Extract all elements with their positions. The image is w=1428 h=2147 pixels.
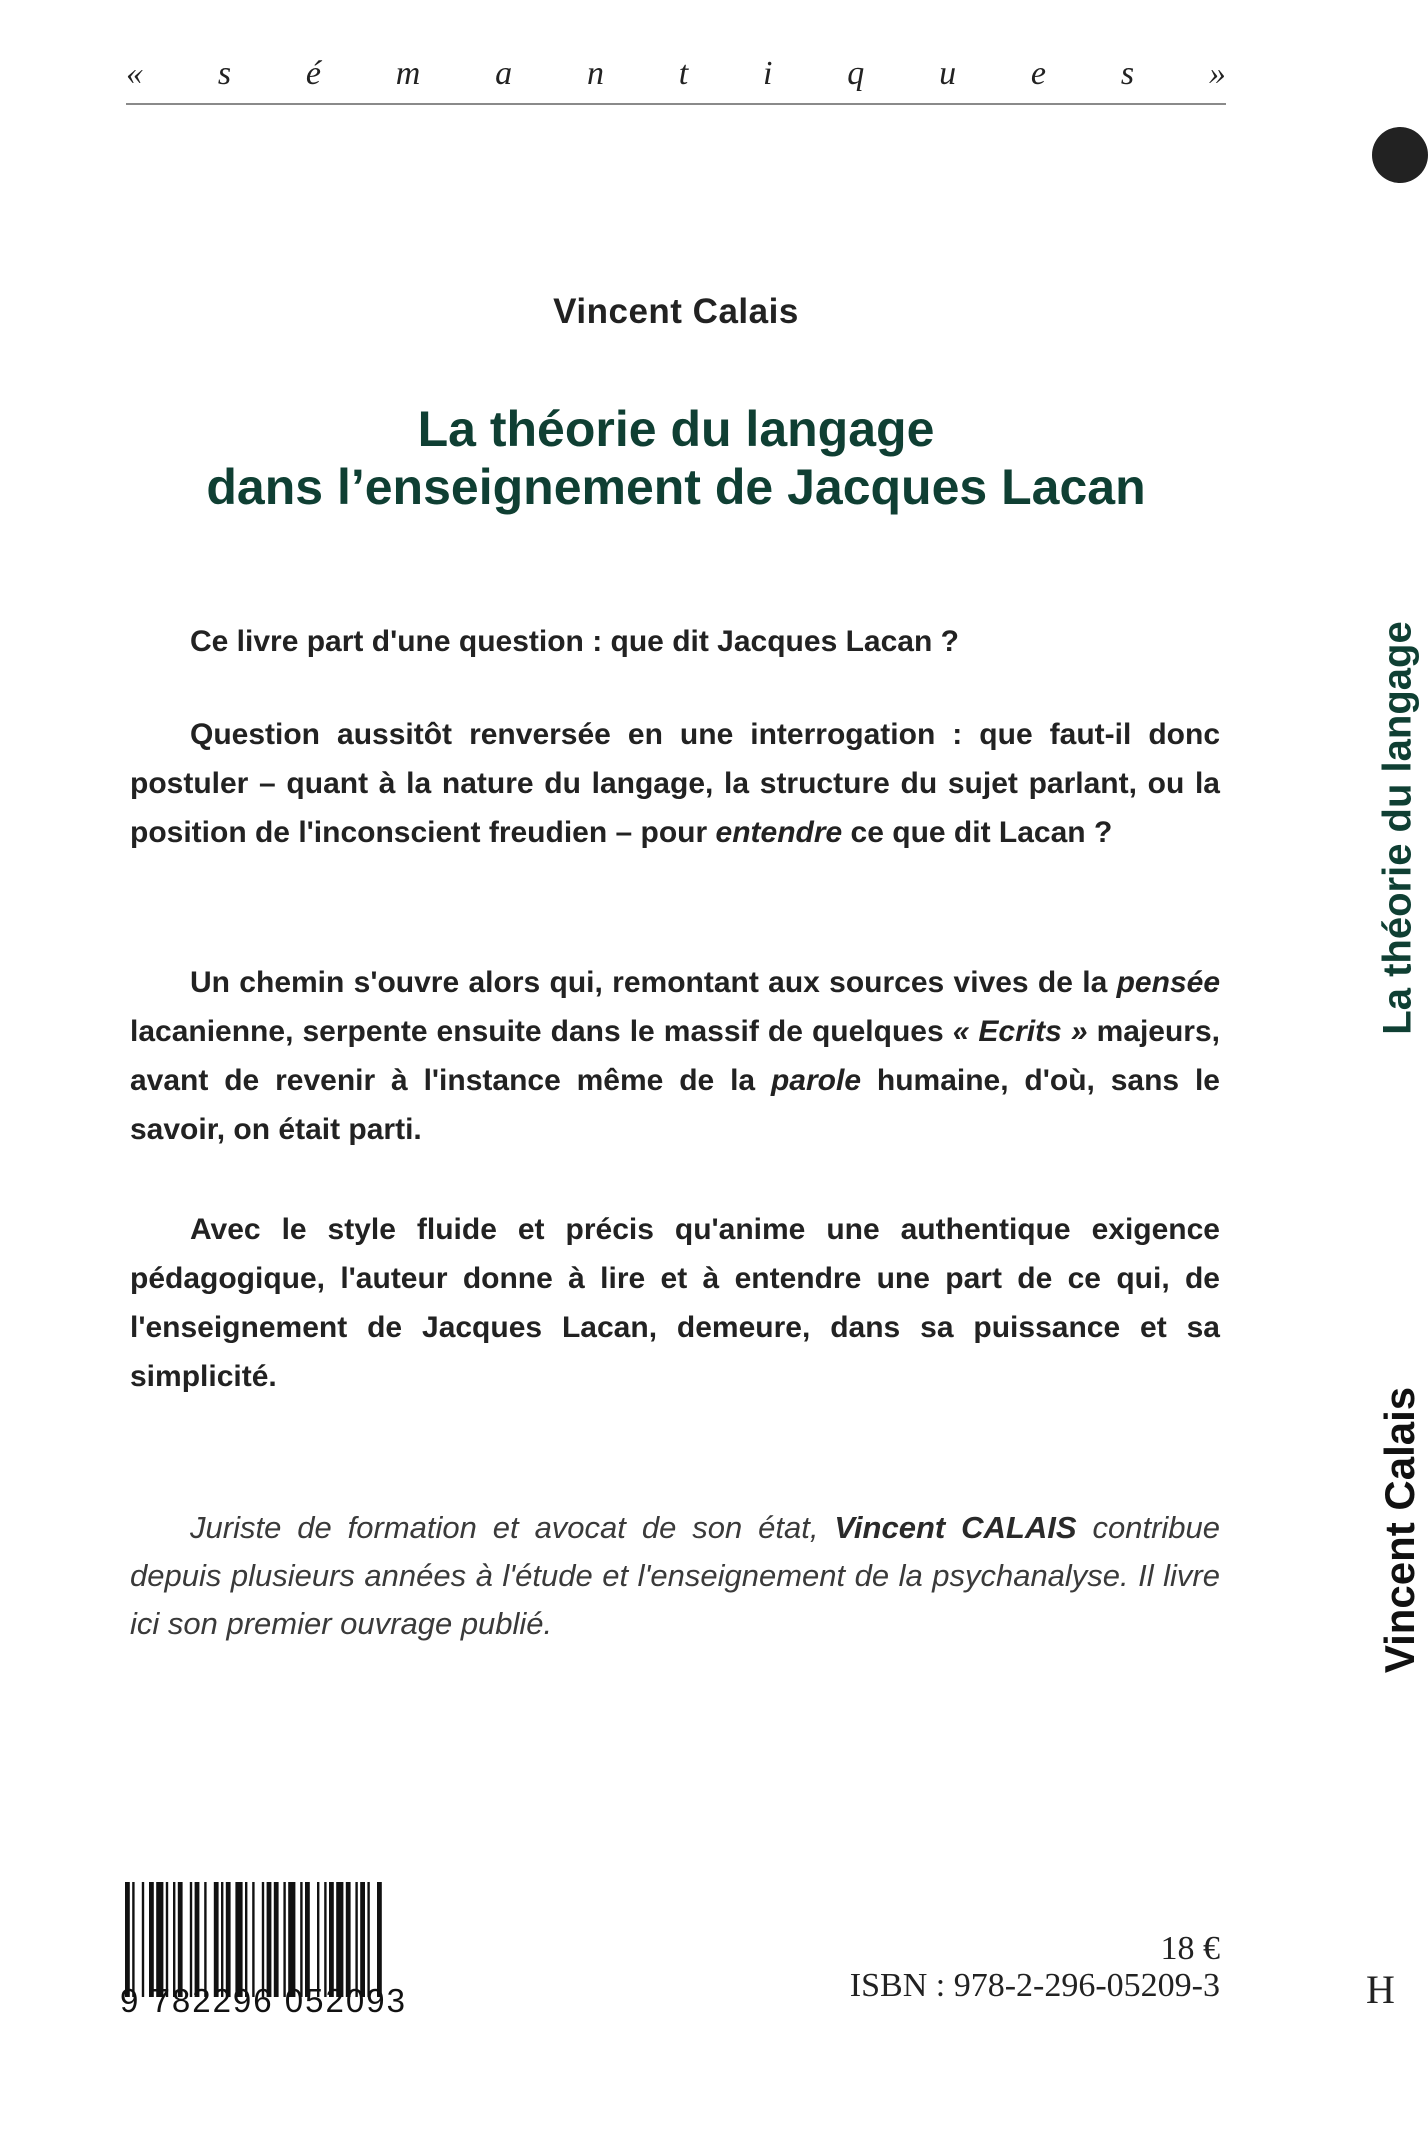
barcode-bar: [226, 1882, 231, 1997]
barcode-bar: [132, 1882, 134, 1997]
paragraph-2: [130, 710, 1220, 857]
paragraph-4: Avec le style fluide et précis qu'anime une authentique exigence pédagogique, l'auteur donne à lire et à entendre une part de ce qui, de l'enseignement de Jacques Lacan, demeure, dans sa puissance et sa simplicité.: [130, 1213, 1220, 1393]
book-title: [0, 400, 1352, 516]
title-line-2: dans l’enseignement de Jacques Lacan: [206, 459, 1146, 515]
barcode-bar: [195, 1882, 200, 1997]
spine-author: Vincent Calais: [1376, 1386, 1423, 1674]
series-letter: é: [305, 55, 321, 92]
barcode-bar: [125, 1882, 130, 1997]
isbn: ISBN : 978-2-296-05209-3: [849, 1967, 1220, 2004]
barcode-bar: [288, 1882, 295, 1997]
barcode-bar: [317, 1882, 319, 1997]
barcode-bar: [190, 1882, 192, 1997]
series-letter: m: [395, 55, 421, 92]
barcode-bar: [329, 1882, 334, 1997]
barcode-bar: [367, 1882, 369, 1997]
barcode-bar: [252, 1882, 254, 1997]
bio-author-name: Vincent CALAIS: [834, 1510, 1077, 1545]
paragraph-3-text: lacanienne, serpente ensuite dans le massif de quelques: [130, 1015, 953, 1048]
barcode-bar: [355, 1882, 357, 1997]
barcode-bar: [274, 1882, 279, 1997]
barcode-bar: [377, 1882, 382, 1997]
author-bio: [130, 1504, 1220, 1648]
paragraph-3-text: Un chemin s'ouvre alors qui, remontant aux sources vives de la: [190, 966, 1117, 999]
series-letter: «: [126, 55, 143, 92]
barcode-bar: [336, 1882, 343, 1997]
barcode-bar: [214, 1882, 219, 1997]
series-letter: n: [586, 55, 604, 92]
price: 18 €: [1160, 1930, 1220, 1967]
title-line-1: La théorie du langage: [417, 401, 935, 457]
paragraph-3-italic: pensée: [1116, 966, 1220, 999]
barcode-bar: [305, 1882, 310, 1997]
spine-series-logo-icon: [1372, 127, 1428, 183]
bio-text: Juriste de formation et avocat de son état,: [190, 1510, 835, 1545]
barcode-bar: [156, 1882, 163, 1997]
barcode-bar: [221, 1882, 223, 1997]
series-letter: s: [217, 55, 232, 92]
series-header: [126, 55, 1226, 93]
barcode-bar: [142, 1882, 144, 1997]
barcode-bar: [204, 1882, 206, 1997]
bio-text: contribue depuis plusieurs années à l'étude et l'enseignement de la psychanalyse. Il livre ici son premier ouvrage publié.: [130, 1510, 1221, 1641]
series-letter: »: [1208, 55, 1226, 92]
series-letter: u: [939, 55, 957, 92]
paragraph-3-text: humaine, d'où, sans le savoir, on était parti.: [130, 1064, 1220, 1146]
barcode-bar: [262, 1882, 264, 1997]
barcode-number: 9 782296 052093: [120, 1982, 407, 2019]
publisher-logo: H: [1366, 1967, 1395, 2012]
spine-title: La théorie du langage: [1375, 621, 1420, 1035]
paragraph-3-italic: « Ecrits »: [952, 1015, 1088, 1048]
barcode-bar: [149, 1882, 154, 1997]
paragraph-3: [130, 958, 1220, 1154]
series-letter: t: [678, 55, 689, 92]
series-letter: s: [1120, 55, 1135, 92]
paragraph-3-text: majeurs, avant de revenir à l'instance même de la: [130, 1015, 1220, 1097]
series-letter: i: [763, 55, 773, 92]
barcode-bar: [235, 1882, 242, 1997]
barcode-bar: [166, 1882, 168, 1997]
series-letter: a: [495, 55, 513, 92]
header-rule: [126, 103, 1226, 105]
barcode: [125, 1882, 470, 1997]
paragraph-1: Ce livre part d'une question : que dit Jacques Lacan ?: [190, 625, 959, 658]
barcode-bar: [245, 1882, 247, 1997]
barcode-bar: [173, 1882, 175, 1997]
series-letter: e: [1030, 55, 1047, 92]
barcode-bar: [283, 1882, 285, 1997]
barcode-bar: [300, 1882, 302, 1997]
paragraph-2-text: Question aussitôt renversée en une interrogation : que faut-il donc postuler – quant à la nature du langage, la structure du sujet parlant, ou la position de l'inconscient freudien – pour: [130, 718, 1220, 849]
series-letter: q: [847, 55, 865, 92]
paragraph-2-italic: entendre: [715, 816, 843, 849]
paragraph-2-text-end: ce que dit Lacan ?: [842, 816, 1113, 849]
barcode-bar: [324, 1882, 326, 1997]
barcode-bar: [178, 1882, 183, 1997]
barcode-bar: [267, 1882, 272, 1997]
paragraph-3-italic: parole: [770, 1064, 861, 1097]
author-name: Vincent Calais: [553, 292, 799, 331]
barcode-bar: [346, 1882, 351, 1997]
barcode-bar: [360, 1882, 365, 1997]
